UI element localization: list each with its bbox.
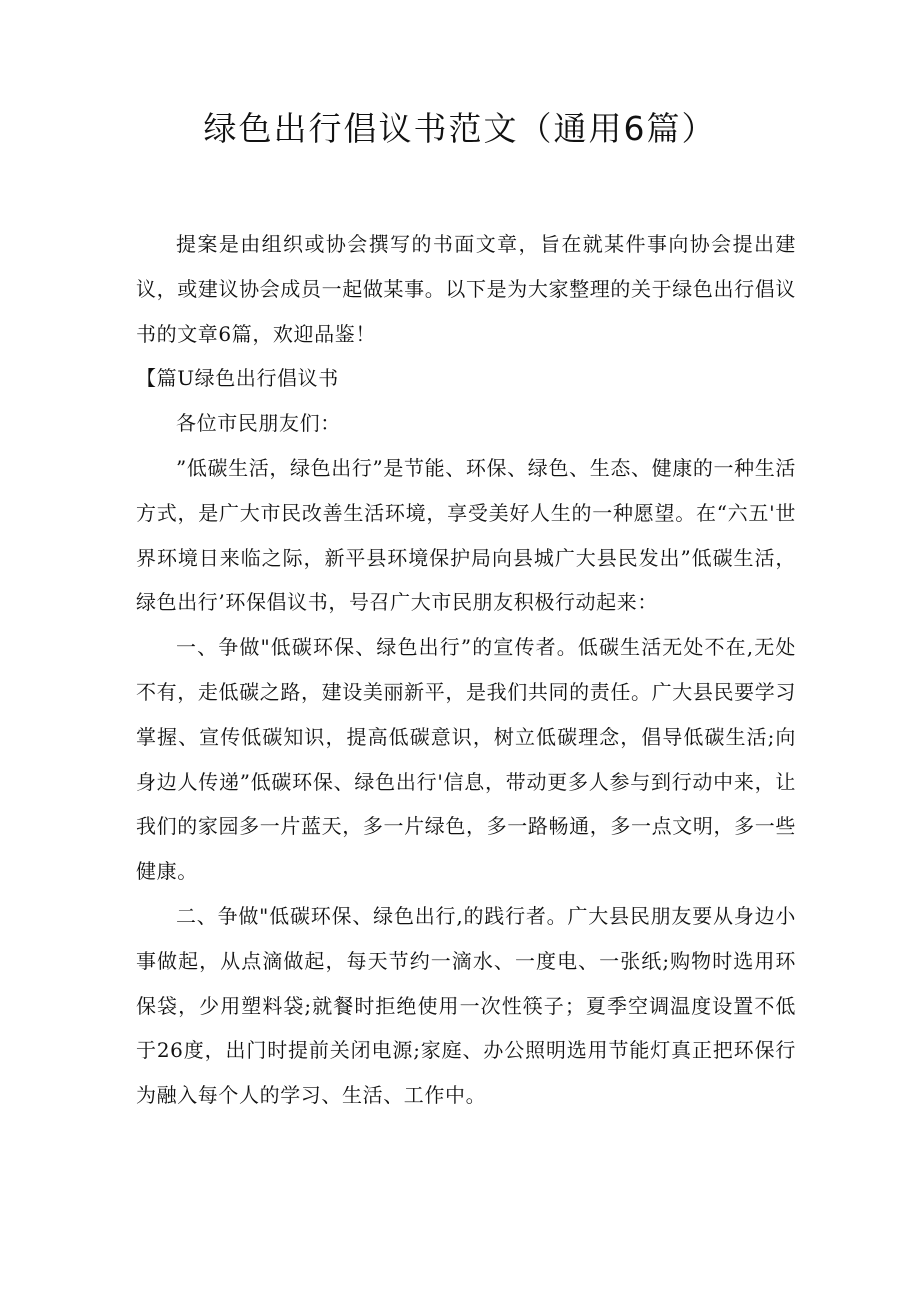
paragraph-3: 二、争做"低碳环保、绿色出行,的践行者。广大县民朋友要从身边小事做起，从点滴做起，每天节约一滴水、一度电、一张纸;购物时选用环保袋，少用塑料袋;就餐时拒绝使用一次性筷子；夏季空调温度设置不低于26度，出门时提前关闭电源;家庭、办公照明选用节能灯真正把环保行为融入每个人的学习、生活、工作中。 — [136, 903, 796, 1108]
salutation: 各位市民朋友们： — [176, 411, 341, 436]
document-title: 绿色出行倡议书范文（通用6篇） — [203, 109, 717, 148]
paragraph-2: 一、争做"低碳环保、绿色出行”的宣传者。低碳生活无处不在,无处不有，走低碳之路，建设美丽新平，是我们共同的责任。广大县民要学习掌握、宣传低碳知识，提高低碳意识，树立低碳理念，倡导低碳生活;向身边人传递”低碳环保、绿色出行'信息，带动更多人参与到行动中来，让我们的家园多一片蓝天，多一片绿色，多一路畅通，多一点文明，多一些健康。 — [136, 635, 796, 884]
document-body — [136, 222, 796, 1118]
section-heading: 【篇U绿色出行倡议书 — [136, 366, 339, 391]
intro-paragraph: 提案是由组织或协会撰写的书面文章，旨在就某件事向协会提出建议，或建议协会成员一起做某事。以下是为大家整理的关于绿色出行倡议书的文章6篇，欢迎品鉴！ — [136, 232, 796, 346]
paragraph-1: ”低碳生活，绿色出行”是节能、环保、绿色、生态、健康的一种生活方式，是广大市民改善生活环境，享受美好人生的一种愿望。在“六五'世界环境日来临之际，新平县环境保护局向县城广大县民发出”低碳生活，绿色出行’环保倡议书，号召广大市民朋友积极行动起来： — [136, 455, 796, 615]
